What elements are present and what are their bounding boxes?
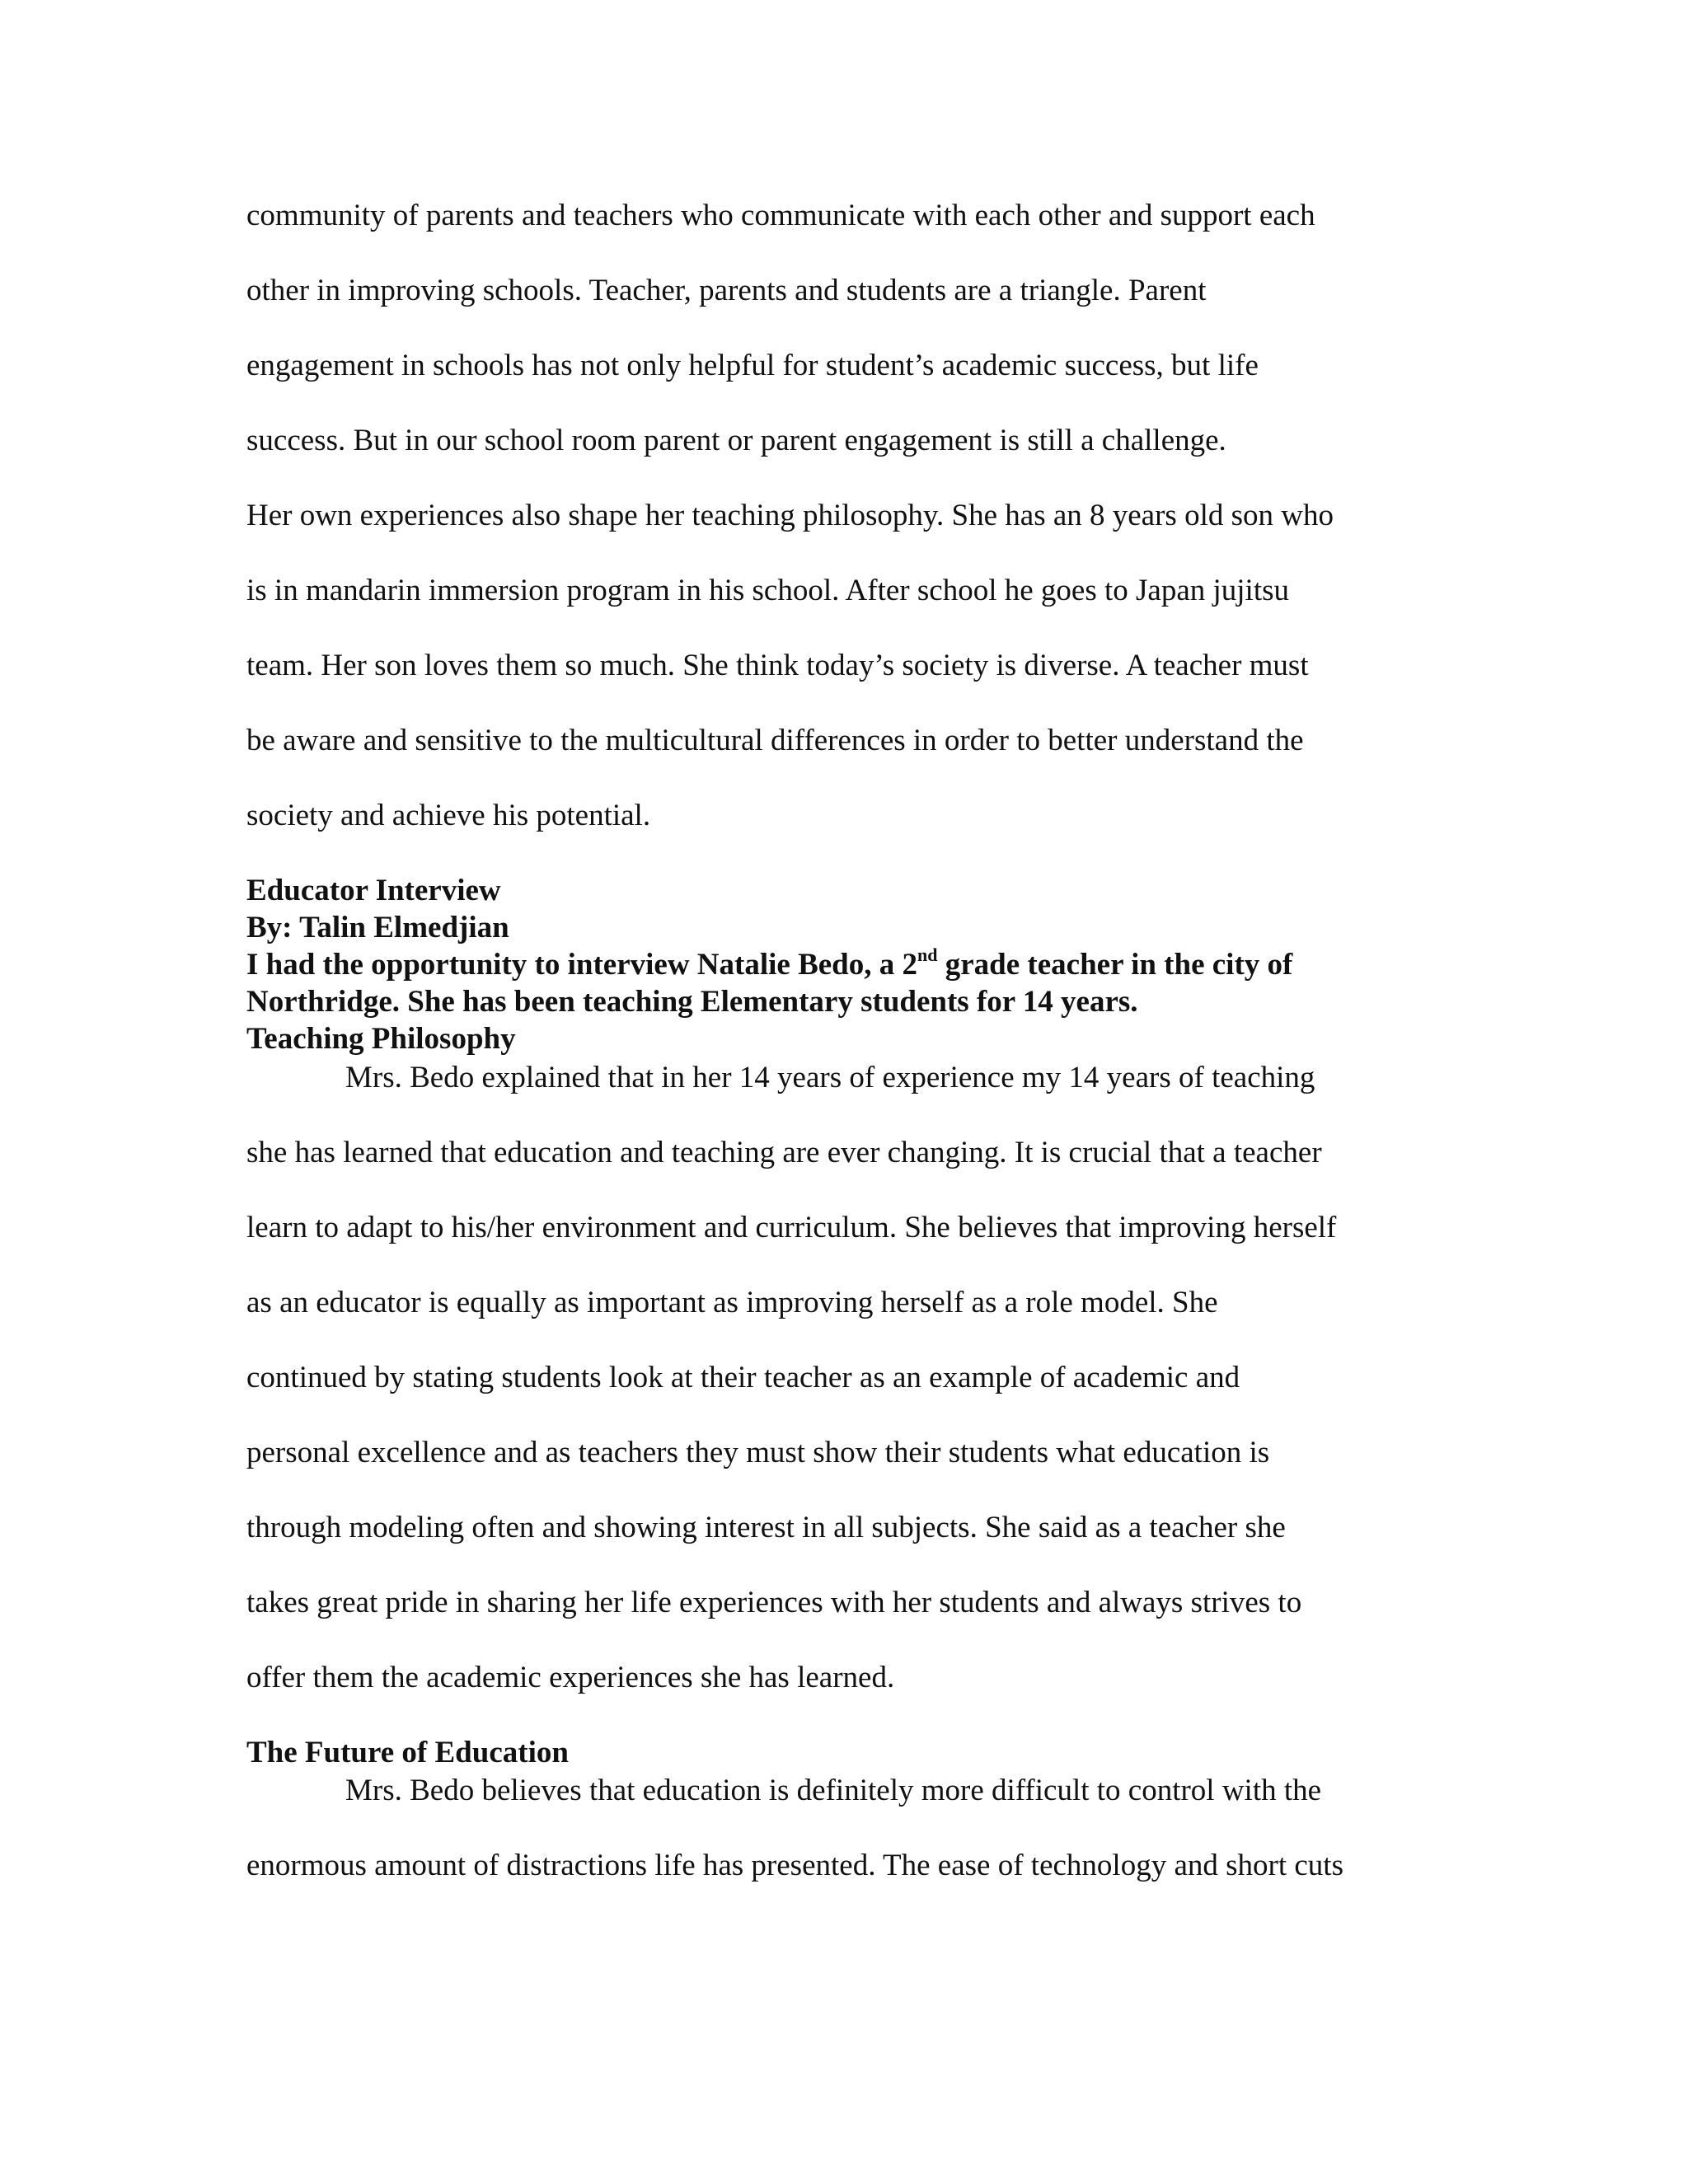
intro-text-part1: I had the opportunity to interview Natalie Bedo, a 2: [246, 948, 917, 982]
body-line: continued by stating students look at their teacher as an example of academic and: [246, 1361, 1240, 1394]
body-line: team. Her son loves them so much. She think today’s society is diverse. A teacher must: [246, 649, 1309, 682]
body-line: other in improving schools. Teacher, parents and students are a triangle. Parent: [246, 274, 1207, 307]
body-line: community of parents and teachers who communicate with each other and support each: [246, 199, 1315, 232]
intro-line: Northridge. She has been teaching Elementary students for 14 years.: [246, 985, 1138, 1019]
section-heading: The Future of Education: [246, 1736, 569, 1769]
body-line: engagement in schools has not only helpful for student’s academic success, but life: [246, 349, 1259, 382]
body-line: offer them the academic experiences she has learned.: [246, 1661, 895, 1694]
body-line: learn to adapt to his/her environment and curriculum. She believes that improving herself: [246, 1211, 1337, 1244]
body-line: through modeling often and showing interest in all subjects. She said as a teacher she: [246, 1511, 1286, 1544]
body-line: she has learned that education and teaching are ever changing. It is crucial that a teacher: [246, 1136, 1322, 1169]
body-line: takes great pride in sharing her life experiences with her students and always strives to: [246, 1586, 1302, 1619]
body-line: Mrs. Bedo explained that in her 14 years of experience my 14 years of teaching: [345, 1061, 1315, 1094]
body-line: is in mandarin immersion program in his school. After school he goes to Japan jujitsu: [246, 574, 1290, 607]
document-title: Educator Interview: [246, 874, 501, 907]
section-heading: Teaching Philosophy: [246, 1022, 516, 1056]
intro-line: [246, 944, 1293, 983]
body-line: as an educator is equally as important as improving herself as a role model. She: [246, 1286, 1218, 1319]
body-line: personal excellence and as teachers they must show their students what education is: [246, 1436, 1270, 1469]
ordinal-superscript: nd: [917, 944, 938, 965]
body-line: success. But in our school room parent or parent engagement is still a challenge.: [246, 424, 1226, 457]
body-line: be aware and sensitive to the multicultural differences in order to better understand the: [246, 724, 1304, 757]
intro-text-part2: grade teacher in the city of: [937, 948, 1293, 982]
body-line: society and achieve his potential.: [246, 799, 651, 832]
body-line: enormous amount of distractions life has presented. The ease of technology and short cuts: [246, 1849, 1343, 1882]
author-byline: By: Talin Elmedjian: [246, 911, 509, 944]
body-line: Her own experiences also shape her teaching philosophy. She has an 8 years old son who: [246, 499, 1334, 532]
body-line: Mrs. Bedo believes that education is definitely more difficult to control with the: [345, 1774, 1322, 1807]
